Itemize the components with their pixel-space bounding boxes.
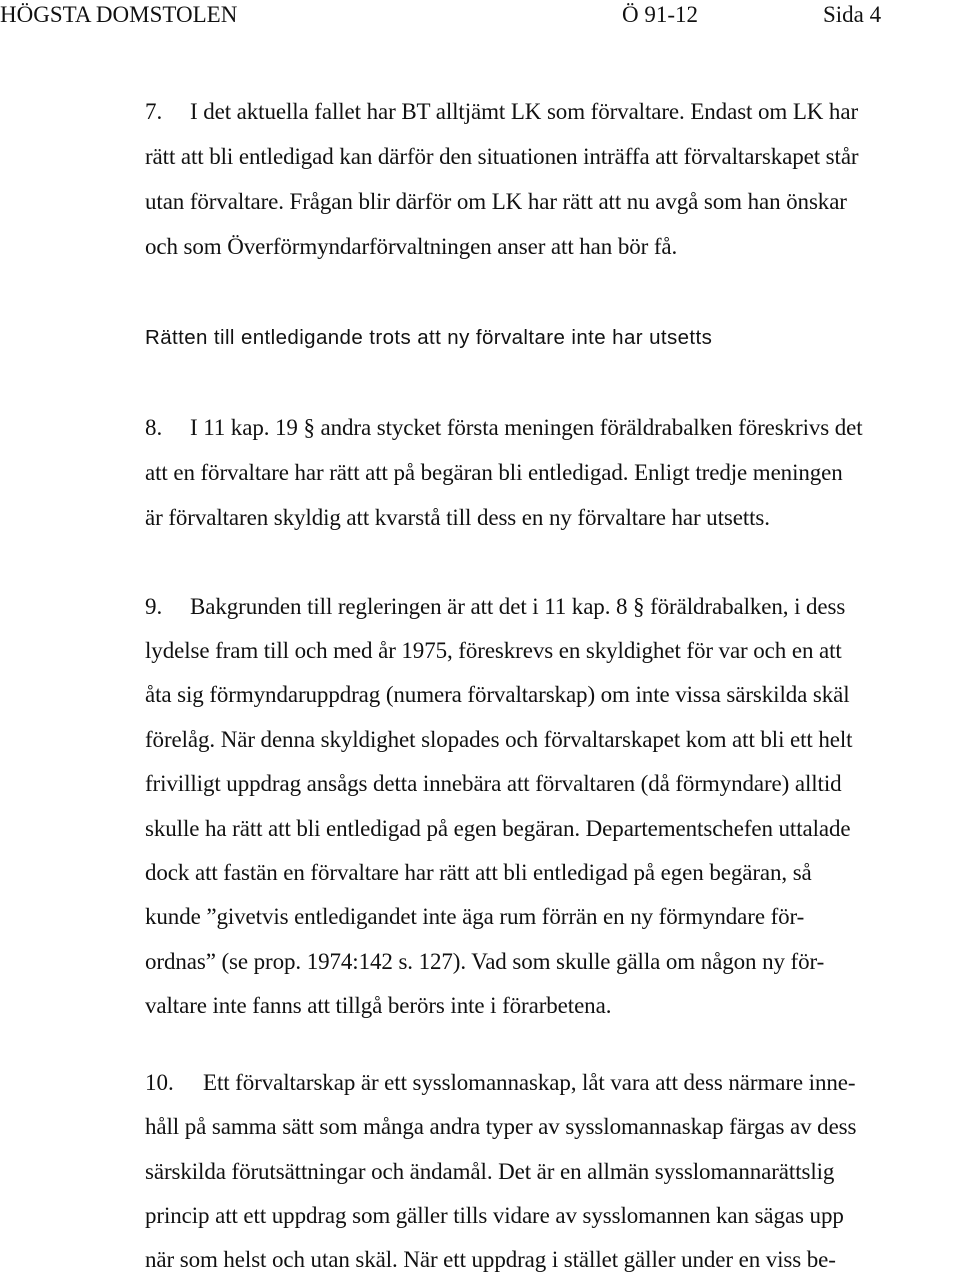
paragraph-line: när som helst och utan skäl. När ett uppdrag i stället gäller under en viss be- [145,1247,836,1272]
court-name: HÖGSTA DOMSTOLEN [0,2,238,27]
paragraph-number: 7. [145,99,163,124]
page-header [0,2,960,32]
paragraph-line: ordnas” (se prop. 1974:142 s. 127). Vad som skulle gälla om någon ny för- [145,949,825,974]
paragraph-line: utan förvaltare. Frågan blir därför om LK har rätt att nu avgå som han önskar [145,189,847,214]
paragraph-number: 9. [145,594,163,619]
paragraph-line: rätt att bli entledigad kan därför den situationen inträffa att förvaltarskapet står [145,144,859,169]
paragraph-line: frivilligt uppdrag ansågs detta innebära att förvaltaren (då förmyndare) alltid [145,771,842,796]
paragraph-line: håll på samma sätt som många andra typer av sysslomannaskap färgas av dess [145,1114,857,1139]
paragraph-line: valtare inte fanns att tillgå berörs inte i förarbetena. [145,993,612,1018]
paragraph-line: skulle ha rätt att bli entledigad på egen begäran. Departementschefen uttalade [145,816,851,841]
paragraph-line: I det aktuella fallet har BT alltjämt LK som förvaltare. Endast om LK har [190,99,858,124]
paragraph-line: särskilda förutsättningar och ändamål. Det är en allmän sysslomannarättslig [145,1159,835,1184]
paragraph-line: I 11 kap. 19 § andra stycket första meningen föräldrabalken föreskrivs det [190,415,863,440]
paragraph-line: åta sig förmyndaruppdrag (numera förvaltarskap) om inte vissa särskilda skäl [145,682,850,707]
section-heading: Rätten till entledigande trots att ny förvaltare inte har utsetts [145,326,713,349]
paragraph-line: Ett förvaltarskap är ett sysslomannaskap, låt vara att dess närmare inne- [203,1070,856,1095]
paragraph-line: dock att fastän en förvaltare har rätt att bli entledigad på egen begäran, så [145,860,812,885]
paragraph-number: 10. [145,1070,174,1095]
paragraph-line: att en förvaltare har rätt att på begäran bli entledigad. Enligt tredje meningen [145,460,843,485]
paragraph-number: 8. [145,415,163,440]
paragraph-line: Bakgrunden till regleringen är att det i 11 kap. 8 § föräldrabalken, i dess [190,594,846,619]
paragraph-line: princip att ett uppdrag som gäller tills vidare av sysslomannen kan sägas upp [145,1203,844,1228]
paragraph-line: lydelse fram till och med år 1975, föreskrevs en skyldighet för var och en att [145,638,842,663]
paragraph-line: kunde ”givetvis entledigandet inte äga rum förrän en ny förmyndare för- [145,904,805,929]
paragraph-line: förelåg. När denna skyldighet slopades och förvaltarskapet kom att bli ett helt [145,727,853,752]
case-number: Ö 91-12 [622,2,699,27]
paragraph-line: är förvaltaren skyldig att kvarstå till dess en ny förvaltare har utsetts. [145,505,770,530]
paragraph-line: och som Överförmyndarförvaltningen anser att han bör få. [145,234,678,259]
page-number: Sida 4 [823,2,882,27]
